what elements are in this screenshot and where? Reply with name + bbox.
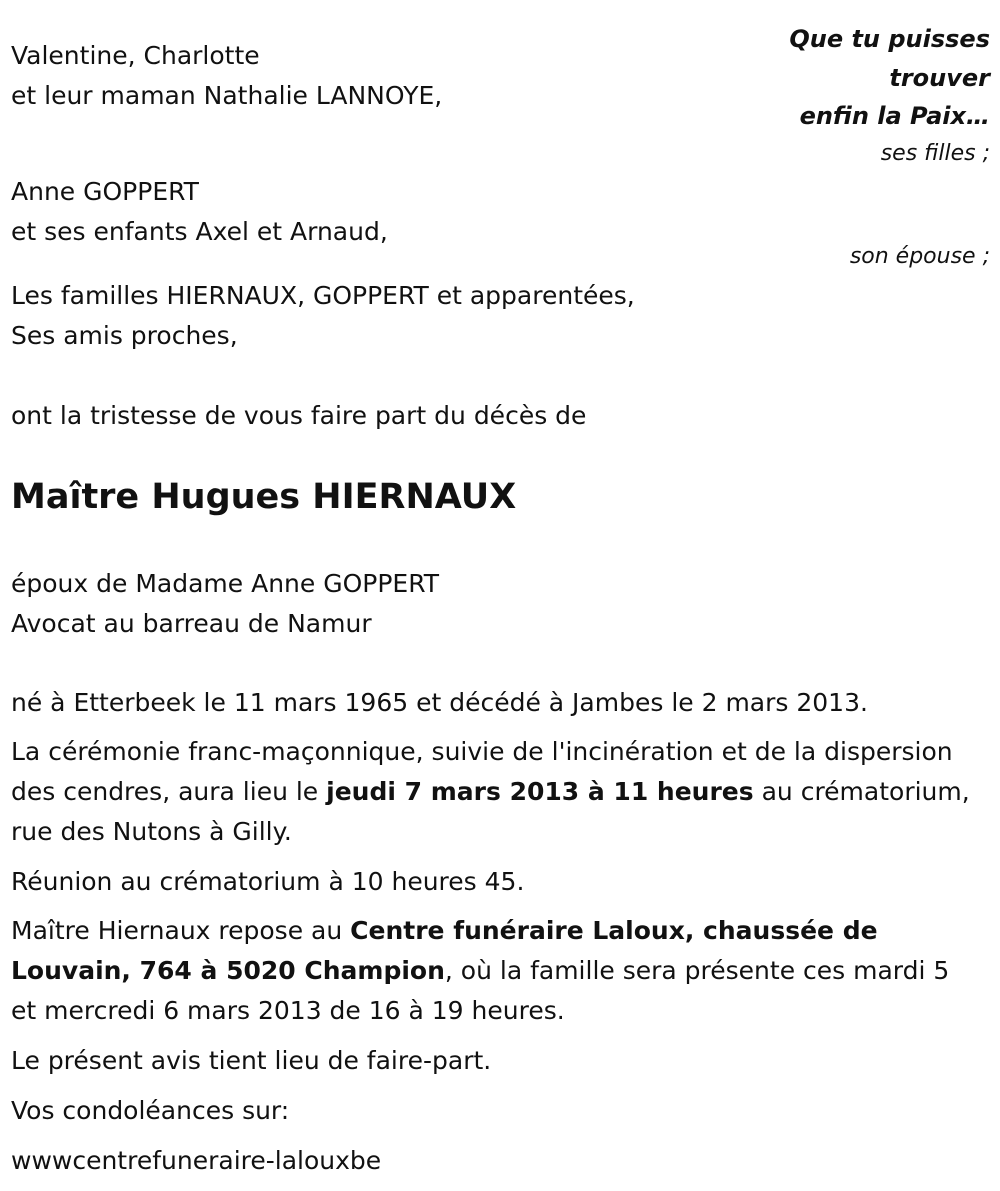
deceased-name: Maître Hugues HIERNAUX — [11, 477, 517, 517]
ceremony-text-before: La cérémonie franc-maçonnique, suivie de l'incinération et de la dispersion des cendres, aura lieu le — [11, 737, 953, 806]
deceased-details — [11, 564, 439, 644]
quote-line-1: Que tu puisses — [789, 25, 990, 53]
ceremony-date: jeudi 7 mars 2013 à 11 heures — [326, 777, 754, 806]
viewing-location: Centre funéraire Laloux, chaussée de Louvain, 764 à 5020 Champion — [11, 916, 878, 985]
condolences-website[interactable]: wwwcentrefuneraire-lalouxbe — [11, 1146, 382, 1175]
spouse-of-line: époux de Madame Anne GOPPERT — [11, 569, 440, 598]
quote-line-3: enfin la Paix… — [799, 102, 990, 130]
viewing-text-before: Maître Hiernaux repose au — [11, 916, 351, 945]
viewing-paragraph — [11, 911, 971, 1031]
birth-death-line: né à Etterbeek le 11 mars 1965 et décédé à Jambes le 2 mars 2013. — [11, 688, 868, 717]
profession-line: Avocat au barreau de Namur — [11, 609, 372, 638]
meeting-line: Réunion au crématorium à 10 heures 45. — [11, 867, 525, 896]
quote-line-2: trouver — [889, 63, 990, 92]
condolences-label: Vos condoléances sur: — [11, 1096, 290, 1125]
spouse-name: Anne GOPPERT — [11, 177, 199, 206]
families-block — [11, 276, 635, 356]
daughters-block — [11, 36, 442, 116]
spouse-children: et ses enfants Axel et Arnaud, — [11, 217, 388, 246]
epitaph-quote — [789, 20, 990, 136]
daughters-names: Valentine, Charlotte — [11, 41, 260, 70]
families-line: Les familles HIERNAUX, GOPPERT et apparentées, — [11, 281, 635, 310]
friends-line: Ses amis proches, — [11, 321, 238, 350]
role-spouse: son épouse ; — [849, 244, 990, 269]
role-daughters: ses filles ; — [880, 141, 990, 166]
daughters-mother: et leur maman Nathalie LANNOYE, — [11, 81, 443, 110]
announcement-line: ont la tristesse de vous faire part du décès de — [11, 401, 587, 430]
viewing-text-after: , où la famille sera présente ces mardi 5 et mercredi 6 mars 2013 de 16 à 19 heures. — [11, 956, 950, 1025]
ceremony-text-after: au crématorium, rue des Nutons à Gilly. — [11, 777, 970, 846]
ceremony-paragraph — [11, 732, 971, 852]
spouse-block — [11, 172, 388, 252]
notice-line: Le présent avis tient lieu de faire-part. — [11, 1046, 492, 1075]
